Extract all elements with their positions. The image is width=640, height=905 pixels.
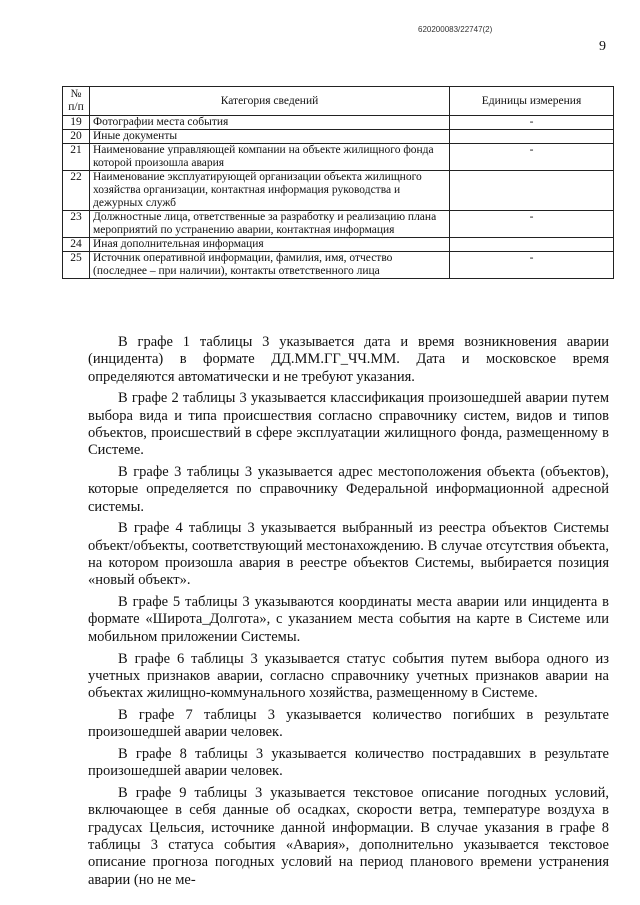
table-row [63,238,614,252]
table-row [63,130,614,144]
row-category: Фотографии места события [90,116,450,130]
row-units: - [450,211,614,238]
paragraph: В графе 9 таблицы 3 указывается текстовое описание погодных условий, включающее в себя данные об осадках, скорости ветра, температуре воздуха в градусах Цельсия, источнике данной информации. В случае указания в графе 8 таблицы 3 статуса события «Авария», дополнительно указывается текстовое описание прогноза погодных условий на период планового времени устранения аварии (но не ме- [88,785,609,888]
paragraph: В графе 7 таблицы 3 указывается количество погибших в результате произошедшей аварии человек. [88,706,609,741]
row-units [450,238,614,252]
row-category: Должностные лица, ответственные за разработку и реализацию плана мероприятий по устранению аварии, контактная информация [90,211,450,238]
paragraph: В графе 4 таблицы 3 указывается выбранный из реестра объектов Системы объект/объекты, соответствующий местонахождению. В случае отсутствия объекта, на котором произошла авария в реестре объектов Системы, выбирается позиция «новый объект». [88,520,609,589]
table-row [63,116,614,130]
paragraph: В графе 6 таблицы 3 указывается статус события путем выбора одного из учетных признаков аварии, согласно справочнику учетных признаков аварии на объектах жилищно-коммунального хозяйства, размещенному в Системе. [88,650,609,702]
row-num: 21 [63,144,90,171]
paragraph: В графе 2 таблицы 3 указывается классификация произошедшей аварии путем выбора вида и типа происшествия согласно справочнику систем, видов и типов объектов, происшествий в сфере эксплуатации жилищного фонда, размещенному в Системе. [88,390,609,459]
row-category: Наименование эксплуатирующей организации объекта жилищного хозяйства организации, контактная информация руководства и дежурных служб [90,171,450,211]
header-num: № п/п [63,87,90,116]
table-row [63,171,614,211]
table-row [63,144,614,171]
table-row [63,211,614,238]
row-category: Иная дополнительная информация [90,238,450,252]
paragraph: В графе 8 таблицы 3 указывается количество пострадавших в результате произошедшей аварии человек. [88,746,609,780]
row-units: - [450,116,614,130]
row-units: - [450,252,614,279]
header-units: Единицы измерения [450,87,614,116]
row-num: 24 [63,238,90,252]
data-table [62,86,614,279]
document-number: 620200083/22747(2) [418,25,493,34]
header-category: Категория сведений [90,87,450,116]
row-num: 19 [63,116,90,130]
row-category: Источник оперативной информации, фамилия, имя, отчество (последнее – при наличии), контакты ответственного лица [90,252,450,279]
body-text [88,334,609,893]
row-category: Наименование управляющей компании на объекте жилищного фонда которой произошла авария [90,144,450,171]
row-units [450,171,614,211]
paragraph: В графе 3 таблицы 3 указывается адрес местоположения объекта (объектов), которые определяется по справочнику Федеральной информационной адресной системы. [88,464,609,515]
row-num: 23 [63,211,90,238]
row-units [450,130,614,144]
row-num: 22 [63,171,90,211]
row-category: Иные документы [90,130,450,144]
table-row [63,252,614,279]
row-units: - [450,144,614,171]
table-header-row [63,87,614,116]
paragraph: В графе 1 таблицы 3 указывается дата и время возникновения аварии (инцидента) в формате ДД.ММ.ГГ_ЧЧ.ММ. Дата и московское время определяются автоматически и не требуют указания. [88,334,609,385]
paragraph: В графе 5 таблицы 3 указываются координаты места аварии или инцидента в формате «Широта_Долгота», с указанием места события на карте в Системе или мобильном приложении Системы. [88,594,609,645]
row-num: 25 [63,252,90,279]
page-number: 9 [599,39,606,54]
row-num: 20 [63,130,90,144]
